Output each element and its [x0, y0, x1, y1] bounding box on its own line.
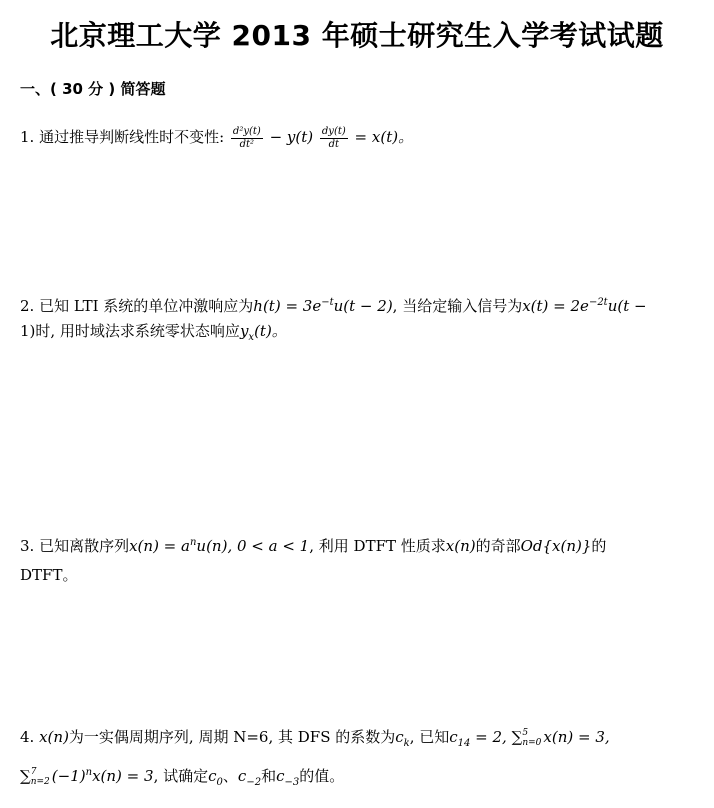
q2-x-tail: u(t − — [607, 297, 647, 315]
q3-x-superscript: n — [189, 537, 197, 548]
q1-frac2-numerator: dy(t) — [321, 125, 346, 137]
q1-minus-term: − y(t) — [264, 128, 318, 146]
question-3-line-2 — [20, 558, 700, 592]
q4-text-line2-b: , 试确定 — [153, 767, 209, 785]
q4-sum1-upper: 5 — [522, 728, 529, 738]
q3-odd-part: Od{x(n)} — [520, 537, 592, 555]
q2-h-expression: h(t) = 3e — [253, 297, 322, 315]
q2-y-symbol: y — [239, 322, 249, 340]
q4-separator-1: 、 — [222, 767, 238, 785]
q4-separator-2: 和 — [261, 767, 277, 785]
q3-x-tail: u(n), 0 < a < 1 — [196, 537, 310, 555]
q4-sum2-limits — [31, 767, 50, 787]
q4-sum2-expression: (−1) — [51, 767, 86, 785]
q4-ck-subscript: k — [403, 738, 410, 749]
q1-equation-tail: = x(t)。 — [349, 128, 414, 146]
question-1 — [20, 120, 700, 154]
question-4-line-2 — [20, 756, 700, 800]
q4-sum1-sigma: ∑ — [511, 728, 523, 746]
q4-c14-value: = 2, — [470, 728, 512, 746]
q3-text-c: 的奇部 — [475, 537, 521, 555]
q4-cm2-subscript: −2 — [246, 777, 262, 788]
q4-c14: c — [449, 728, 458, 746]
q4-sum1-limits — [522, 728, 541, 748]
q3-text-b: , 利用 DTFT 性质求 — [309, 537, 446, 555]
q3-xn: x(n) — [445, 537, 476, 555]
q4-c0: c — [208, 767, 217, 785]
exam-title: 北京理工大学 2013 年硕士研究生入学考试试题 — [50, 19, 664, 52]
q2-y-tail: (t)。 — [254, 322, 287, 340]
question-2-line-2 — [20, 314, 700, 355]
q4-cm3-subscript: −3 — [284, 777, 300, 788]
q4-cm2: c — [237, 767, 247, 785]
q4-sum1-lower: n=0 — [522, 738, 542, 748]
q4-ck: c — [395, 728, 404, 746]
q2-h-tail: u(t − 2) — [333, 297, 393, 315]
q1-fraction-second-derivative — [231, 126, 263, 151]
q4-sum2-lower: n=2 — [30, 777, 50, 787]
q3-text-d: 的 — [591, 537, 607, 555]
question-4 — [20, 720, 700, 761]
q4-sum2-sigma: ∑ — [20, 767, 31, 785]
q1-frac2-denominator: dt — [328, 138, 340, 150]
q2-text-a: 2. 已知 LTI 系统的单位冲激响应为 — [20, 297, 254, 315]
q1-frac1-denominator: dt² — [239, 138, 255, 150]
q2-text-line2: 1)时, 用时域法求系统零状态响应 — [20, 322, 240, 340]
q3-text-a: 3. 已知离散序列 — [20, 537, 130, 555]
q2-x-exponent: −2t — [588, 297, 608, 308]
q3-text-line2: DTFT。 — [20, 566, 78, 584]
q4-c14-subscript: 14 — [457, 738, 471, 749]
q2-text-b: , 当给定输入信号为 — [392, 297, 523, 315]
q4-text-line2-c: 的值。 — [299, 767, 345, 785]
q1-frac1-numerator: d²y(t) — [232, 125, 261, 137]
q4-sum2-superscript: n — [85, 767, 93, 778]
q4-cm3: c — [276, 767, 285, 785]
q4-sum2-tail: x(n) = 3 — [92, 767, 154, 785]
q1-fraction-first-derivative — [320, 126, 348, 151]
q2-y-subscript: x — [248, 332, 255, 343]
q4-sum2-upper: 7 — [30, 767, 37, 777]
q2-h-exponent: −t — [321, 297, 334, 308]
q2-x-expression: x(t) = 2e — [522, 297, 589, 315]
q4-c0-subscript: 0 — [216, 777, 223, 788]
q4-text-b: 为一实偶周期序列, 周期 N=6, 其 DFS 的系数为 — [68, 728, 396, 746]
q4-xn: x(n) — [39, 728, 69, 746]
q4-text-c: , 已知 — [409, 728, 450, 746]
q3-x-expression: x(n) = a — [129, 537, 190, 555]
q4-number: 4. — [20, 728, 35, 746]
q4-sum1-expression: x(n) = 3, — [543, 728, 610, 746]
q1-prefix: 1. 通过推导判断线性时不变性: — [20, 128, 225, 146]
section-header: 一、( 30 分 ) 简答题 — [20, 80, 166, 98]
